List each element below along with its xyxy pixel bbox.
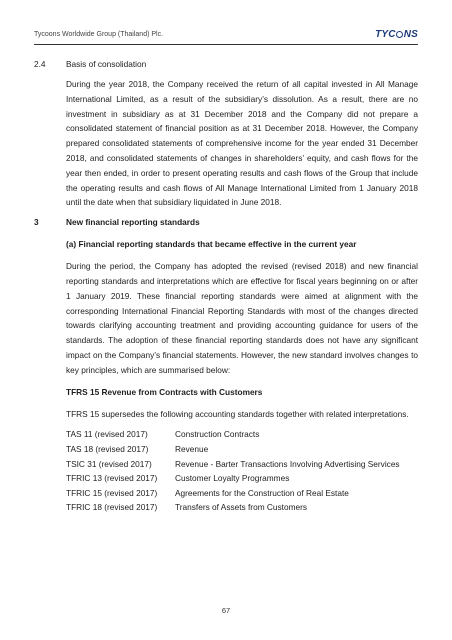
- page-header: [34, 30, 418, 45]
- standard-title: Agreements for the Construction of Real Estate: [175, 487, 349, 498]
- standard-code: TSIC 31 (revised 2017): [66, 458, 152, 469]
- standard-code: TAS 11 (revised 2017): [66, 429, 148, 440]
- section-title: Basis of consolidation: [66, 59, 147, 69]
- standard-title: Transfers of Assets from Customers: [175, 502, 308, 513]
- page-content: [34, 58, 418, 515]
- page-number: 67: [221, 606, 231, 615]
- standard-title: Revenue - Barter Transactions Involving Advertising Services: [175, 458, 400, 469]
- section-2-4-heading: [34, 58, 418, 71]
- section-3-heading: [34, 216, 418, 229]
- superseded-standards-list: [66, 427, 418, 515]
- company-logo: [375, 29, 418, 40]
- tfrs15-heading: TFRS 15 Revenue from Contracts with Customers: [66, 386, 263, 397]
- standard-row: [66, 500, 418, 515]
- logo-text-left: TYC: [375, 29, 396, 40]
- company-name: Tycoons Worldwide Group (Thailand) Plc.: [34, 31, 164, 38]
- standards-paragraph: During the period, the Company has adopted the revised (revised 2018) and new financial reporting standards and interpretations which are effective for fiscal years beginning on or after 1 January 2019. These financial reporting standards were aimed at alignment with the corresponding International Financial Reporting Standards with most of the changes directed towards clarifying accounting treatment and providing accounting guidance for users of the standards. The adoption of these financial reporting standards does not have any significant impact on the Company’s financial statements. However, the new standard involves changes to key principles, which are summarised below:: [66, 261, 418, 375]
- consolidation-paragraph: During the year 2018, the Company received the return of all capital invested in All Manage International Limited, as a result of the subsidiary’s dissolution. As a result, there are no investment in subsidiary as at 31 December 2018 and the Company did not prepare a consolidated statement of financial position as at 31 December 2018. However, the Company prepared consolidated statements of comprehensive income for the year ended 31 December 2018, and consolidated statements of changes in shareholders’ equity, and cash flows for the year then ended, in order to present operating results and cash flows of the Group that include the operating results and cash flows of All Manage International Limited from 1 January 2018 until the date when that subsidiary liquidated in June 2018.: [66, 79, 418, 208]
- standard-row: [66, 442, 418, 457]
- standard-title: Customer Loyalty Programmes: [175, 473, 290, 484]
- standard-row: [66, 471, 418, 486]
- logo-text-right: NS: [403, 29, 418, 40]
- section-number: 3: [34, 217, 39, 228]
- standard-title: Construction Contracts: [175, 429, 260, 440]
- standard-code: TFRIC 13 (revised 2017): [66, 473, 158, 484]
- standard-code: TAS 18 (revised 2017): [66, 443, 149, 454]
- section-number: 2.4: [34, 59, 46, 69]
- section-title: New financial reporting standards: [66, 217, 200, 228]
- standard-row: [66, 427, 418, 442]
- standard-code: TFRIC 18 (revised 2017): [66, 502, 158, 513]
- standard-row: [66, 486, 418, 501]
- tfrs15-intro: TFRS 15 supersedes the following accounting standards together with related interpretations.: [66, 408, 409, 419]
- logo-circle-icon: [396, 31, 403, 38]
- standard-code: TFRIC 15 (revised 2017): [66, 487, 158, 498]
- standard-row: [66, 457, 418, 472]
- subheading-a: (a) Financial reporting standards that became effective in the current year: [66, 239, 357, 250]
- standard-title: Revenue: [175, 443, 209, 454]
